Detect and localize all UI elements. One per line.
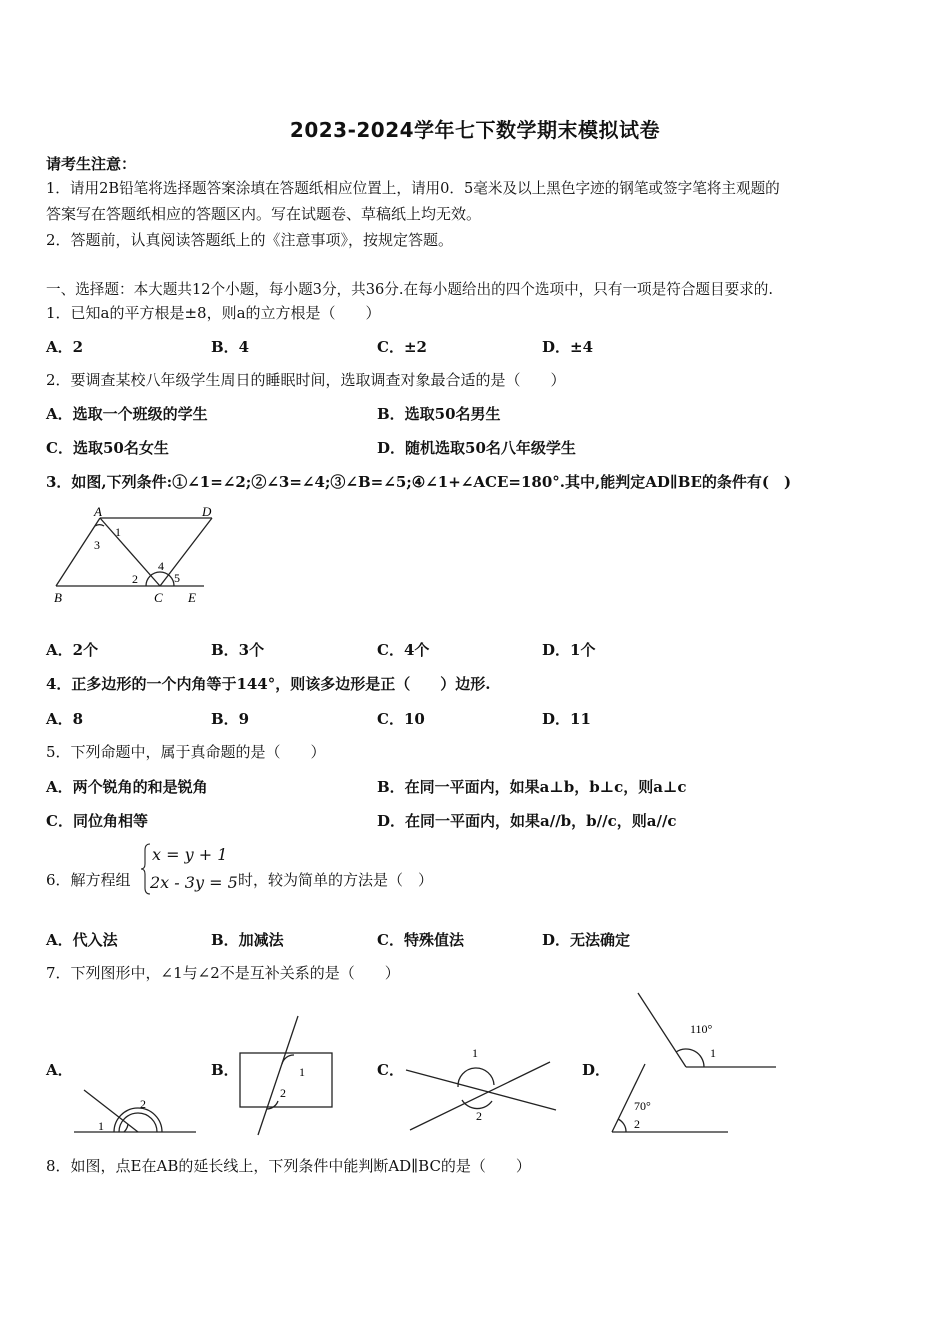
q1-option-c: C．±2 [377,338,427,356]
q4-option-d: D．11 [542,710,591,728]
page-title: 2023-2024学年七下数学期末模拟试卷 [289,118,661,142]
q7c-label-1: 1 [472,1046,478,1060]
q7-option-b: B． [211,1061,239,1079]
q7-option-d: D． [582,1061,611,1079]
q3-option-a: A．2个 [46,641,99,659]
question-4-stem: 4．正多边形的一个内角等于144°，则该多边形是正（ ）边形. [46,675,491,693]
question-7-stem: 7．下列图形中，∠1与∠2不是互补关系的是（ ） [46,964,400,982]
q7b-label-1: 1 [299,1065,305,1079]
q3-angle-2: 2 [132,572,138,586]
q4-option-c: C．10 [377,710,425,728]
q4-option-a: A．8 [46,710,84,728]
question-6-suffix: 时，较为简单的方法是（ ） [238,871,434,889]
q3-option-d: D．1个 [542,641,596,659]
q7-figure-d [600,988,780,1138]
q6-equation-1: x = y + 1 [152,845,228,864]
q5-option-c: C．同位角相等 [46,812,148,830]
q3-parallelogram-figure [46,502,226,608]
question-3-stem: 3．如图,下列条件:①∠1=∠2;②∠3=∠4;③∠B=∠5;④∠1+∠ACE=180°.其中,能判定AD∥BE的条件有( ) [46,473,792,491]
q3-label-e: E [188,590,196,605]
q2-option-d: D．随机选取50名八年级学生 [377,439,576,457]
question-5-stem: 5．下列命题中，属于真命题的是（ ） [46,743,326,761]
q3-option-b: B．3个 [211,641,265,659]
question-2-stem: 2．要调查某校八年级学生周日的睡眠时间，选取调查对象最合适的是（ ） [46,371,566,389]
q7-figure-c [400,1040,560,1138]
q7a-label-1: 1 [98,1119,104,1133]
q3-label-a: A [94,504,102,519]
q5-option-a: A．两个锐角的和是锐角 [46,778,208,796]
q7d-label-2: 2 [634,1117,640,1131]
q4-option-b: B．9 [211,710,250,728]
question-6-prefix: 6．解方程组 [46,871,131,889]
q7d-label-1: 1 [710,1046,716,1060]
q6-option-c: C．特殊值法 [377,931,464,949]
q5-option-b: B．在同一平面内，如果a⊥b，b⊥c，则a⊥c [377,778,687,796]
notice-heading: 请考生注意： [46,155,137,173]
q3-angle-3: 3 [94,538,100,552]
q7-option-a: A． [46,1061,73,1079]
q1-option-d: D．±4 [542,338,594,356]
q3-angle-5: 5 [174,571,180,585]
question-8-stem: 8．如图，点E在AB的延长线上，下列条件中能判断AD∥BC的是（ ） [46,1157,531,1175]
q2-option-c: C．选取50名女生 [46,439,169,457]
q7a-label-2: 2 [140,1097,146,1111]
question-1-stem: 1．已知a的平方根是±8，则a的立方根是（ ） [46,304,381,322]
q3-label-b: B [54,590,62,605]
q7d-angle-70: 70° [634,1099,651,1113]
q1-option-b: B．4 [211,338,250,356]
notice-line-2: 2．答题前，认真阅读答题纸上的《注意事项》，按规定答题。 [46,231,454,249]
q3-option-c: C．4个 [377,641,430,659]
q6-equation-2: 2x - 3y = 5 [150,873,238,892]
q6-option-b: B．加减法 [211,931,284,949]
section-heading: 一、选择题：本大题共12个小题，每小题3分，共36分.在每小题给出的四个选项中，只有一项是符合题目要求的. [46,281,774,298]
q3-label-d: D [202,504,212,519]
q7b-label-2: 2 [280,1086,286,1100]
q6-option-a: A．代入法 [46,931,118,949]
q7-option-c: C． [377,1061,404,1079]
q6-option-d: D．无法确定 [542,931,631,949]
q7d-angle-110: 110° [690,1022,713,1036]
q7-figure-b [232,1013,342,1138]
q5-option-d: D．在同一平面内，如果a//b，b//c，则a//c [377,812,677,830]
q3-angle-4: 4 [158,559,164,573]
q7c-label-2: 2 [476,1109,482,1123]
notice-line-1a: 1．请用2B铅笔将选择题答案涂填在答题纸相应位置上，请用0．5毫米及以上黑色字迹的钢笔或签字笔将主观题的 [46,180,780,197]
q1-option-a: A．2 [46,338,84,356]
q7-figure-a [70,1080,200,1138]
notice-line-1b: 答案写在答题纸相应的答题区内。写在试题卷、草稿纸上均无效。 [46,205,482,223]
q3-angle-1: 1 [115,525,121,539]
q2-option-a: A．选取一个班级的学生 [46,405,208,423]
q3-label-c: C [154,590,163,605]
q2-option-b: B．选取50名男生 [377,405,501,423]
